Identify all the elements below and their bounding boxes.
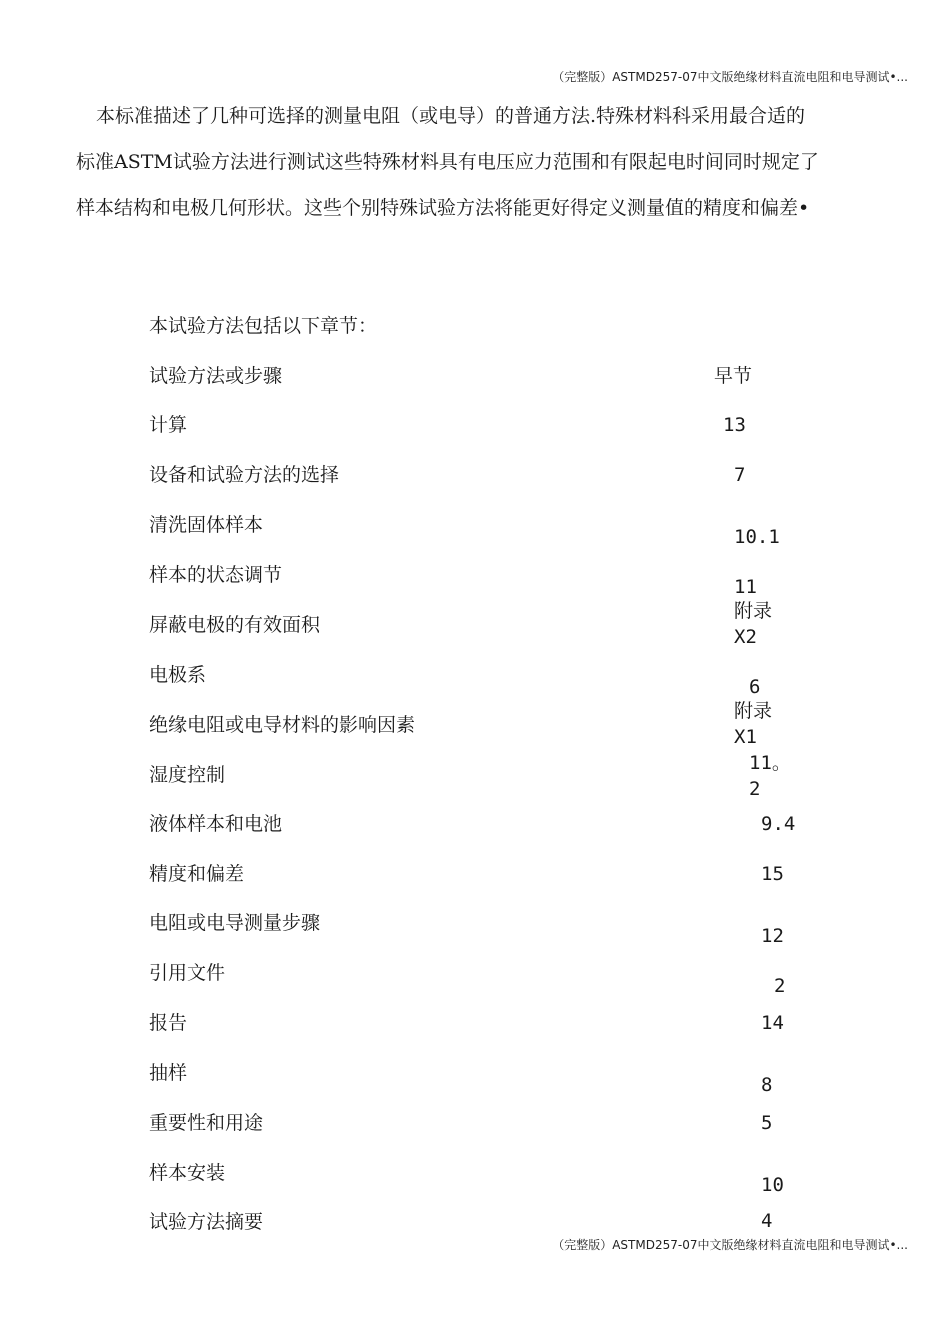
contents-row-label: 屏蔽电极的有效面积 xyxy=(149,614,321,636)
contents-row-value: 8 xyxy=(761,1074,773,1096)
contents-row-label: 样本的状态调节 xyxy=(149,564,283,586)
contents-row-label: 样本安装 xyxy=(149,1162,226,1184)
contents-row-label: 湿度控制 xyxy=(149,764,226,786)
contents-header-value: 早节 xyxy=(714,365,753,387)
intro-line: 标准ASTM试验方法进行测试这些特殊材料具有电压应力范围和有限起电时间同时规定了 xyxy=(76,151,819,173)
contents-row-label: 重要性和用途 xyxy=(149,1112,264,1134)
contents-row-value-line: 11。 xyxy=(749,752,791,774)
contents-row-label: 液体样本和电池 xyxy=(149,813,283,835)
contents-row-label: 绝缘电阻或电导材料的影响因素 xyxy=(149,714,416,736)
contents-row-value xyxy=(734,698,772,750)
contents-row-value-line: X1 xyxy=(734,726,757,748)
intro-line: 本标准描述了几种可选择的测量电阻（或电导）的普通方法.特殊材料科采用最合适的 xyxy=(96,105,806,127)
contents-row-value: 2 xyxy=(774,975,786,997)
contents-row-label: 电阻或电导测量步骤 xyxy=(149,912,321,934)
contents-row-value: 7 xyxy=(734,464,746,486)
contents-row-value-line: X2 xyxy=(734,626,757,648)
contents-row-value: 10.1 xyxy=(734,526,780,548)
contents-row-value xyxy=(749,750,791,802)
contents-row-label: 计算 xyxy=(149,414,188,436)
contents-row-label: 电极系 xyxy=(149,664,207,686)
contents-row-value: 11 xyxy=(734,576,757,598)
contents-row-label: 清洗固体样本 xyxy=(149,514,264,536)
contents-row-label: 设备和试验方法的选择 xyxy=(149,464,340,486)
contents-intro: 本试验方法包括以下章节： xyxy=(149,315,378,337)
contents-row-label: 报告 xyxy=(149,1012,188,1034)
contents-row-value xyxy=(734,598,772,650)
contents-row-value-line: 附录 xyxy=(734,700,773,722)
contents-row-value-line: 2 xyxy=(749,778,761,800)
contents-row-label: 引用文件 xyxy=(149,962,226,984)
running-header: （完整版）ASTMD257-07中文版绝缘材料直流电阻和电导测试•... xyxy=(552,70,908,84)
running-footer: （完整版）ASTMD257-07中文版绝缘材料直流电阻和电导测试•... xyxy=(552,1238,908,1252)
contents-row-label: 试验方法摘要 xyxy=(149,1211,264,1233)
contents-row-value: 12 xyxy=(761,925,784,947)
intro-line: 样本结构和电极几何形状。这些个别特殊试验方法将能更好得定义测量值的精度和偏差• xyxy=(76,197,810,219)
contents-row-value: 4 xyxy=(761,1210,773,1232)
contents-row-value: 6 xyxy=(749,676,761,698)
contents-row-value: 15 xyxy=(761,863,784,885)
contents-row-value: 5 xyxy=(761,1112,773,1134)
contents-row-value-line: 附录 xyxy=(734,600,773,622)
contents-row-label: 精度和偏差 xyxy=(149,863,245,885)
contents-row-value: 9.4 xyxy=(761,813,796,835)
contents-row-value: 13 xyxy=(723,414,746,436)
contents-row-value: 14 xyxy=(761,1012,784,1034)
contents-header-label: 试验方法或步骤 xyxy=(149,365,283,387)
contents-row-value: 10 xyxy=(761,1174,784,1196)
intro-paragraph xyxy=(76,100,896,238)
contents-row-label: 抽样 xyxy=(149,1062,188,1084)
